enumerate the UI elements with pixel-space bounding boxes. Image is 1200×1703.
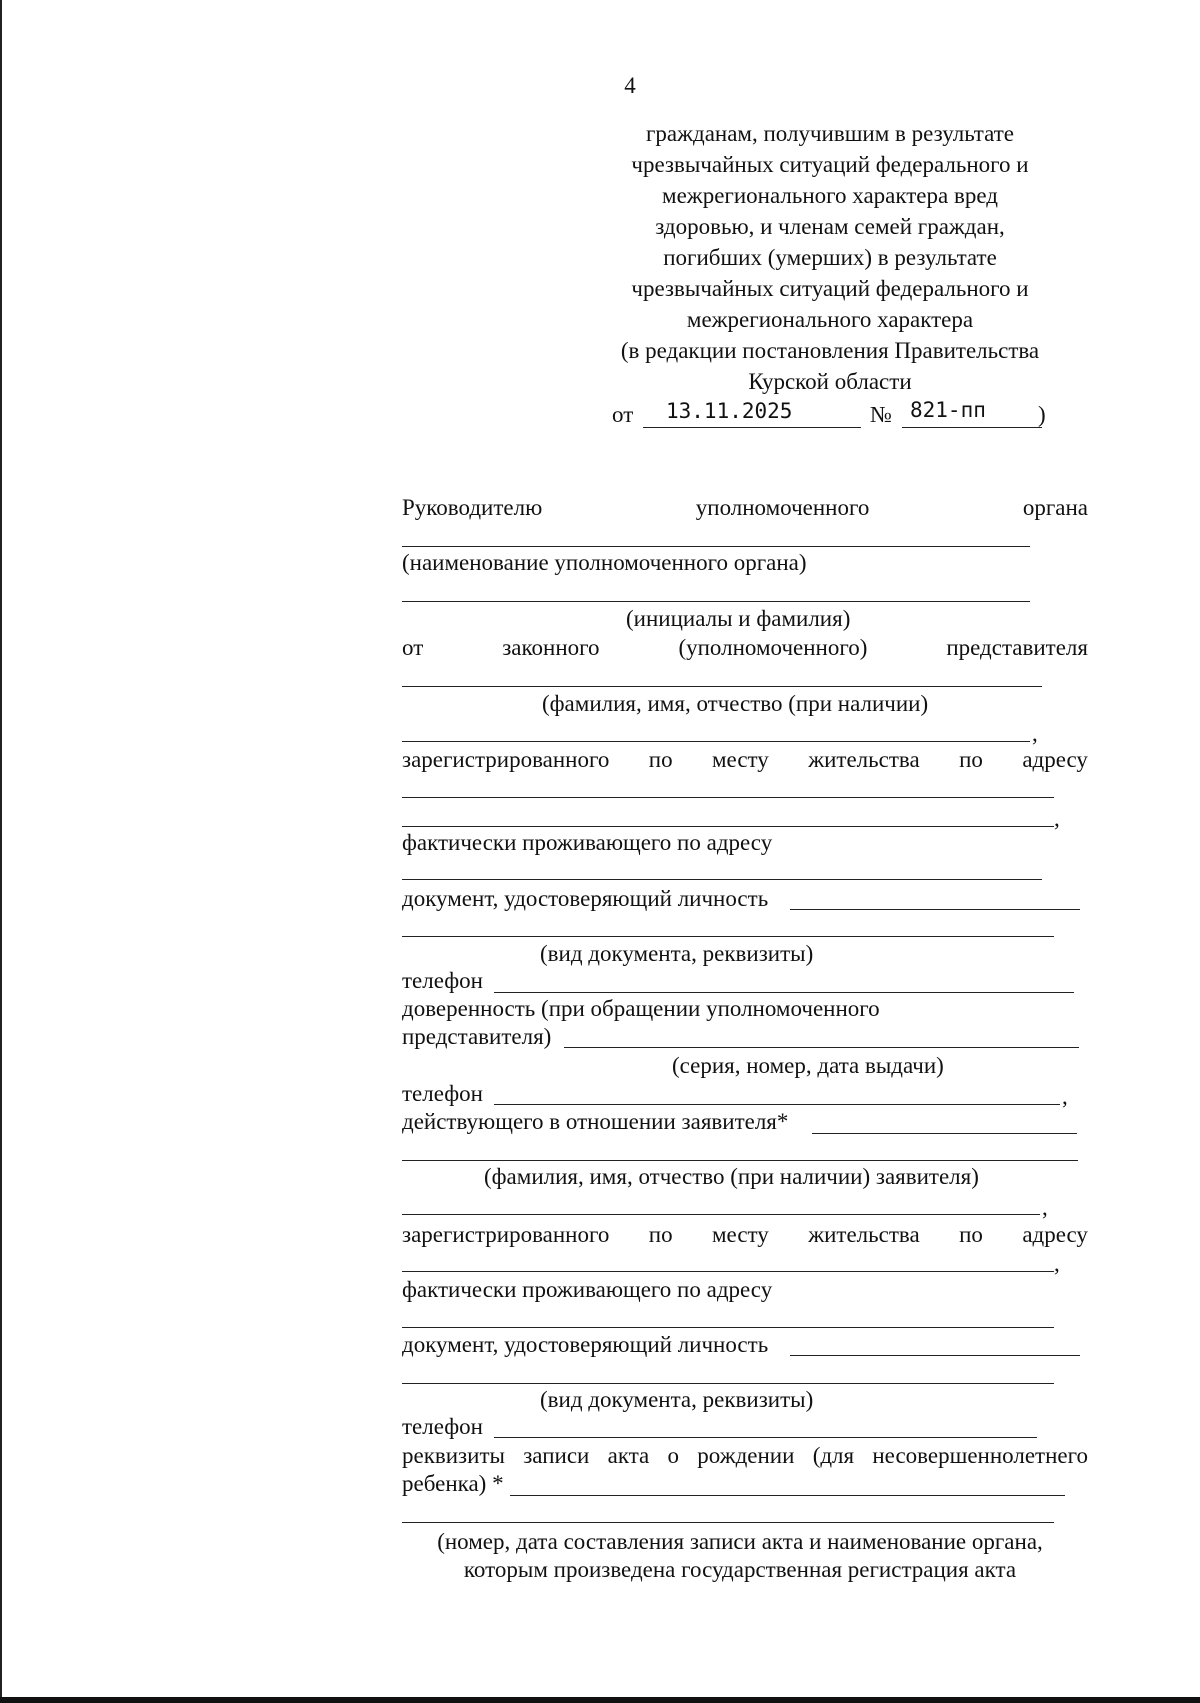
comma: , <box>1032 721 1038 746</box>
addressee-word: Руководителю <box>402 495 543 520</box>
blank-line <box>402 826 1054 827</box>
header-line-6: чрезвычайных ситуаций федерального и <box>631 276 1029 301</box>
blank-line <box>402 1160 1078 1161</box>
birth-record-word: несовершеннолетнего <box>872 1443 1088 1468</box>
actual-address-label: фактически проживающего по адресу <box>402 1277 773 1302</box>
addressee-line <box>402 494 1088 521</box>
registered-word: адресу <box>1022 747 1088 772</box>
initials-caption: (инициалы и фамилия) <box>626 606 851 631</box>
blank-line <box>510 1495 1065 1496</box>
header-line-3: межрегионального характера вред <box>662 183 998 208</box>
header-line-4: здоровью, и членам семей граждан, <box>655 214 1005 239</box>
id-document-label: документ, удостоверяющий личность <box>402 886 769 911</box>
comma: , <box>1062 1084 1068 1109</box>
scan-bottom-edge <box>0 1697 1200 1703</box>
document-caption: (вид документа, реквизиты) <box>540 941 814 966</box>
rep-word: (уполномоченного) <box>678 635 868 660</box>
scan-left-edge <box>0 0 2 1703</box>
blank-line <box>402 601 1030 602</box>
registered-word: жительства <box>808 1222 920 1247</box>
registered-address-line <box>402 1221 1088 1248</box>
phone-label: телефон <box>402 968 483 993</box>
birth-record-caption-1: (номер, дата составления записи акта и наименование органа, <box>437 1529 1043 1554</box>
page-number: 4 <box>624 73 636 98</box>
birth-record-word: записи <box>523 1443 590 1468</box>
header-line-5: погибших (умерших) в результате <box>663 245 997 270</box>
header-line-1: гражданам, получившим в результате <box>645 121 1015 146</box>
registered-word: по <box>959 747 983 772</box>
birth-record-word: (для <box>812 1443 855 1468</box>
registered-word: по <box>648 1222 673 1247</box>
acting-for-label: действующего в отношении заявителя* <box>402 1109 789 1134</box>
actual-address-label: фактически проживающего по адресу <box>402 830 773 855</box>
rep-word: от <box>402 635 424 660</box>
authority-name-caption: (наименование уполномоченного органа) <box>402 550 807 575</box>
registered-word: адресу <box>1022 1222 1088 1247</box>
header-line-8: (в редакции постановления Правительства <box>620 338 1040 363</box>
birth-record-word: акта <box>607 1443 650 1468</box>
power-of-attorney-label-2: представителя) <box>402 1024 552 1049</box>
blank-line <box>812 1133 1077 1134</box>
addressee-word: органа <box>1022 495 1088 520</box>
registered-word: месту <box>712 747 769 772</box>
poa-caption: (серия, номер, дата выдачи) <box>672 1053 944 1078</box>
comma: , <box>1054 1251 1060 1276</box>
comma: , <box>1042 1195 1048 1220</box>
blank-line <box>402 1214 1040 1215</box>
blank-line <box>402 686 1042 687</box>
blank-line <box>402 797 1054 798</box>
addressee-word: уполномоченного <box>695 495 870 520</box>
blank-line <box>402 1271 1054 1272</box>
child-label: ребенка) * <box>402 1471 504 1496</box>
resolution-number: 821-пп <box>910 398 986 422</box>
registered-word: жительства <box>808 747 920 772</box>
applicant-fio-caption: (фамилия, имя, отчество (при наличии) заявителя) <box>484 1164 979 1189</box>
registered-address-line <box>402 746 1088 773</box>
blank-line <box>564 1047 1079 1048</box>
header-line-2: чрезвычайных ситуаций федерального и <box>631 152 1029 177</box>
from-representative-line <box>402 634 1088 661</box>
close-paren: ) <box>1038 402 1046 427</box>
registered-word: зарегистрированного <box>402 1222 610 1247</box>
document-caption: (вид документа, реквизиты) <box>540 1387 814 1412</box>
number-underline <box>902 427 1042 428</box>
rep-word: представителя <box>946 635 1088 660</box>
blank-line <box>402 1383 1054 1384</box>
birth-record-word: о <box>667 1443 679 1468</box>
blank-line <box>402 741 1030 742</box>
registered-word: зарегистрированного <box>402 747 610 772</box>
blank-line <box>494 1437 1037 1438</box>
power-of-attorney-label: доверенность (при обращении уполномоченного <box>402 996 880 1021</box>
from-prefix: от <box>612 402 634 427</box>
resolution-date: 13.11.2025 <box>666 399 793 423</box>
birth-record-word: реквизиты <box>402 1443 505 1468</box>
header-line-7: межрегионального характера <box>686 307 974 332</box>
blank-line <box>790 909 1080 910</box>
registered-word: по <box>959 1222 983 1247</box>
birth-record-line <box>402 1442 1088 1469</box>
comma: , <box>1054 806 1060 831</box>
birth-record-word: рождении <box>697 1443 795 1468</box>
blank-line <box>402 546 1030 547</box>
blank-line <box>402 1327 1054 1328</box>
header-line-9: Курской области <box>748 369 912 394</box>
blank-line <box>402 879 1042 880</box>
blank-line <box>494 1104 1060 1105</box>
fio-caption: (фамилия, имя, отчество (при наличии) <box>542 691 929 716</box>
rep-word: законного <box>502 635 600 660</box>
blank-line <box>494 992 1074 993</box>
blank-line <box>790 1355 1080 1356</box>
birth-record-caption-2: которым произведена государственная регистрация акта <box>463 1557 1017 1582</box>
blank-line <box>402 936 1054 937</box>
registered-word: по <box>648 747 673 772</box>
id-document-label: документ, удостоверяющий личность <box>402 1332 769 1357</box>
number-sign: № <box>870 402 892 427</box>
blank-line <box>402 1522 1054 1523</box>
registered-word: месту <box>712 1222 769 1247</box>
date-underline <box>643 427 861 428</box>
phone-label: телефон <box>402 1081 483 1106</box>
phone-label: телефон <box>402 1414 483 1439</box>
